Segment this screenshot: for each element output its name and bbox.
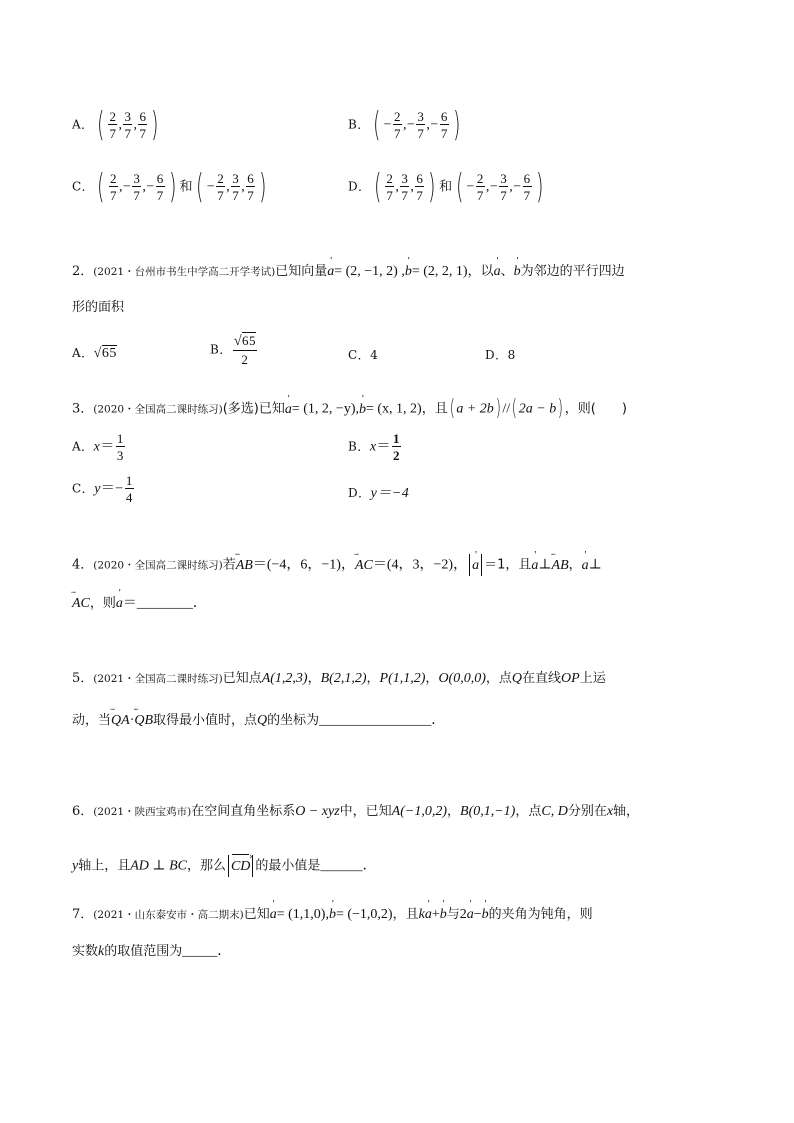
q3-option-a: A．x＝ $\frac{1}{3}$ [72, 431, 124, 463]
q2-option-b: B． $\frac{√65}{2}$ [210, 333, 257, 367]
q3-option-b: B．x＝ $\frac{1}{2}$ [348, 431, 401, 463]
q2-option-d: D．8 [485, 348, 516, 362]
q5-stem-line1: 5．(2021・全国高二课时练习)已知点A(1,2,3)，B(2,1,2)，P(1,1,2)，O(0,0,0)，点Q在直线OP上运 [72, 671, 606, 686]
q2-stem-line2: 形的面积 [72, 300, 125, 315]
q6-stem-line1: 6．(2021・陕西宝鸡市)在空间直角坐标系O − xyz中，已知A(−1,0,2)，B(0,1,−1)，点C, D分别在x轴， [72, 804, 640, 819]
q4-stem-line1: 4．(2020・全国高二课时练习)若ᵕᵕᵕ AB＝(−4，6，−1)，ᵕᵕᵕ AC＝(4，3，−2)，' a ＝1，且' a⊥ᵕᵕᵕ AB，' a⊥ [72, 554, 602, 576]
q4-stem-line2: ᵕᵕᵕ AC，则' a＝________． [72, 594, 207, 614]
q3-stem: 3．(2020・全国高二课时练习)(多选)已知' a= (1, 2, −y),' b= (x, 1, 2)，且( a + 2b) //( 2a − b) ，则( ) [72, 398, 627, 420]
q1-option-a: A．( $\frac{2}{7}$ , $\frac{3}{7}$ , $\frac{6}{7}$ ) [72, 105, 160, 145]
q6-stem-line2: y轴上，且AD ⊥ BC，那么 CD › 的最小值是______． [72, 855, 376, 877]
q2-stem-line1: 2．(2021・台州市书生中学高二开学考试)已知向量' a= (2, −1, 2) ,' b= (2, 2, 1)，以' a、' b为邻边的平行四边 [72, 262, 625, 282]
q3-option-d: D．y＝−4 [348, 486, 410, 501]
q3-option-c: C．y＝− $\frac{1}{4}$ [72, 473, 133, 505]
q2-option-c: C．4 [348, 348, 379, 362]
q1-option-d: D．( $\frac{2}{7}$ , $\frac{3}{7}$ , $\frac{6}{7}$ ) 和( − $\frac{2}{7}$ ,− $\frac{3}{7}$ ,− $\frac{6}{7}$ ) [348, 167, 544, 207]
q2-option-a: A．√65 [72, 346, 117, 361]
q7-stem-line1: 7．(2021・山东泰安市・高二期末)已知' a= (1,1,0),' b= (−1,0,2)，且k' a+' b与2' a−' b的夹角为钝角，则 [72, 905, 593, 925]
q1-option-b: B．( − $\frac{2}{7}$ ,− $\frac{3}{7}$ ,− $\frac{6}{7}$ ) [348, 105, 461, 145]
q1-option-c: C．( $\frac{2}{7}$ ,− $\frac{3}{7}$ ,− $\frac{6}{7}$ ) 和( − $\frac{2}{7}$ , $\frac{3}{7}$ , $\frac{6}{7}$ ) [72, 167, 267, 207]
q7-stem-line2: 实数k的取值范围为_____． [72, 944, 232, 959]
q5-stem-line2: 动，当ᵕᵕᵕ QA·ᵕᵕᵕ QB取得最小值时，点Q的坐标为________________． [72, 711, 445, 731]
